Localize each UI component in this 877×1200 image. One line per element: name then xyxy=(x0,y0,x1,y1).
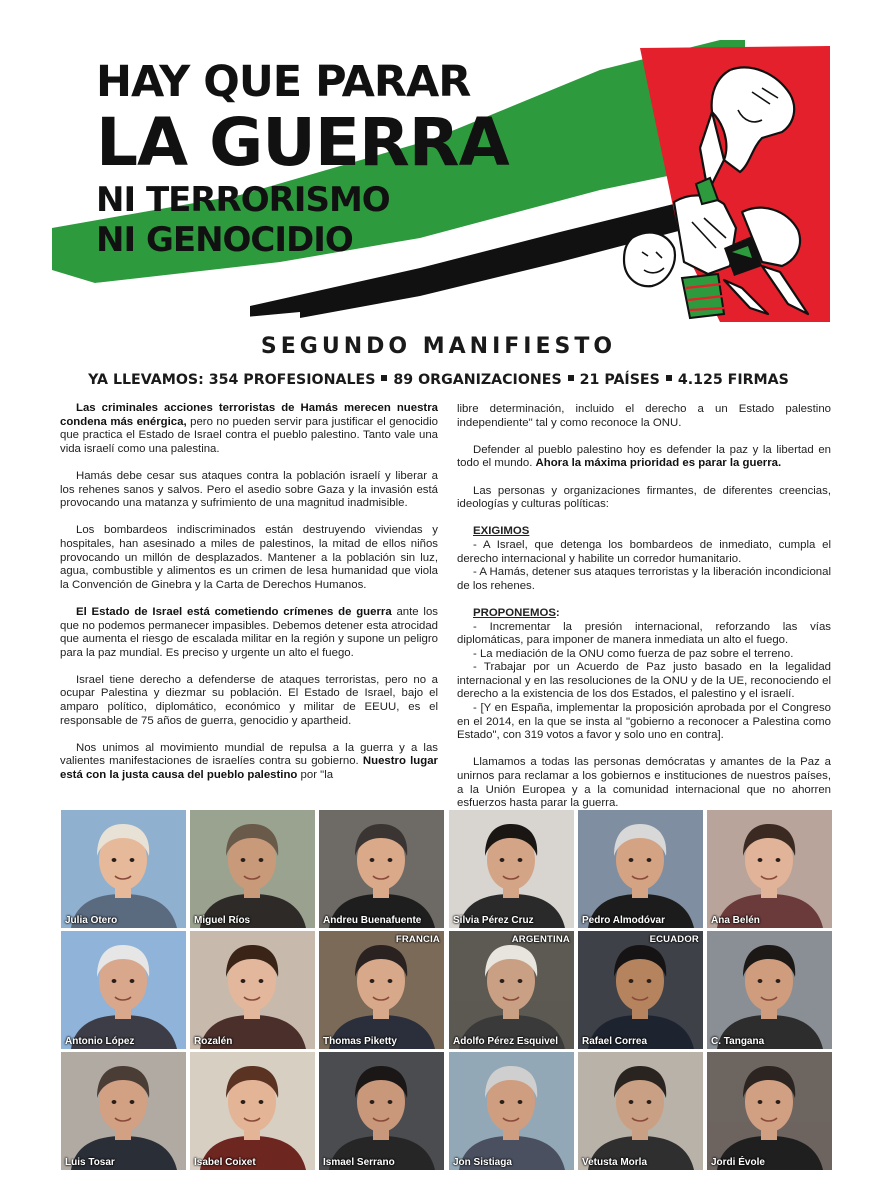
list-item: - Trabajar por un Acuerdo de Paz justo basado en la legalidad internacional y en las resoluciones de la ONU y de la UE, reconociendo el derecho a la existencia de los dos Estados, el palestino y el israelí. xyxy=(457,661,831,701)
portrait-illustration xyxy=(190,1052,315,1170)
signatory-photo xyxy=(319,931,444,1049)
banner xyxy=(0,0,877,330)
paragraph: Los bombardeos indiscriminados están destruyendo viviendas y hospitales, han asesinado a miles de palestinos, la mitad de ellos niños provocando un millón de desplazados. Mantener a la población sin luz, agua, combustible y alimentos es un crimen de lesa humanidad que viola la Convención de Ginebra y la Carta de Derechos Humanos. xyxy=(60,524,438,591)
signatory-name: Jordi Évole xyxy=(711,1157,765,1168)
signatory-photo xyxy=(190,931,315,1049)
proponemos-heading-text: PROPONEMOS xyxy=(473,606,556,619)
signatory-photo xyxy=(190,1052,315,1170)
signatory-country: ECUADOR xyxy=(649,934,699,945)
signatory-name: Ana Belén xyxy=(711,915,760,926)
paragraph-text: Defender al pueblo palestino hoy es defender la paz y la libertad en todo el mundo. xyxy=(457,443,831,470)
portrait-illustration xyxy=(449,931,574,1049)
square-bullet-icon xyxy=(568,375,574,381)
signatory-photo xyxy=(578,1052,703,1170)
bold-text: Nuestro lugar está con la justa causa del pueblo palestino xyxy=(60,755,438,782)
signatory-name: Thomas Piketty xyxy=(323,1036,397,1047)
portrait-illustration xyxy=(61,931,186,1049)
bold-text: Las criminales acciones terroristas de Hamás merecen nuestra condena más enérgica, xyxy=(60,402,438,428)
portrait-illustration xyxy=(707,810,832,928)
signatory-photo xyxy=(578,931,703,1049)
stats-organizations: 89 ORGANIZACIONES xyxy=(393,372,562,388)
signatory-photo xyxy=(190,810,315,928)
paragraph-text: ante los que no podemos permanecer impasibles. Debemos detener esta atrocidad que aumenta el riesgo de escalada militar en la región y supone un peligro para la paz mundial. Es preciso y urgente un alto el fuego. xyxy=(60,605,438,659)
paragraph: Hamás debe cesar sus ataques contra la población israelí y liberar a los rehenes sanos y salvos. Pero el asedio sobre Gaza y la invasión está provocando una matanza y sufrimiento de una magnitud inadmisible. xyxy=(60,469,438,510)
bold-text: Ahora la máxima prioridad es parar la guerra. xyxy=(535,457,782,470)
stats-countries: 21 PAÍSES xyxy=(579,372,660,388)
signatory-photo xyxy=(61,1052,186,1170)
signatory-name: Pedro Almodóvar xyxy=(582,915,665,926)
stats-professionals: YA LLEVAMOS: 354 PROFESIONALES xyxy=(88,372,376,388)
paragraph: libre determinación, incluido el derecho a un Estado palestino independiente" tal y como reconoce la ONU. xyxy=(457,403,831,429)
portrait-illustration xyxy=(319,931,444,1049)
stats-signatures: 4.125 FIRMAS xyxy=(677,372,789,388)
signatory-name: Rafael Correa xyxy=(582,1036,648,1047)
signatory-name: Andreu Buenafuente xyxy=(323,915,422,926)
signatory-name: Adolfo Pérez Esquivel xyxy=(453,1036,559,1047)
signatory-photo xyxy=(449,810,574,928)
square-bullet-icon xyxy=(381,375,387,381)
paragraph-text: pero no pueden servir para justificar el genocidio que practica el Estado de Israel contra el pueblo palestino. Tanto vale una vida israelí como una palestina. xyxy=(60,415,439,455)
signatory-name: Rozalén xyxy=(194,1036,233,1047)
portrait-illustration xyxy=(61,810,186,928)
portrait-illustration xyxy=(449,810,574,928)
signatory-name: Miguel Ríos xyxy=(194,915,251,926)
headline-line3: NI TERRORISMO xyxy=(96,180,390,220)
headline-line4: NI GENOCIDIO xyxy=(96,220,353,260)
signatory-name: Julia Otero xyxy=(65,915,118,926)
paragraph xyxy=(60,606,438,660)
manifesto-title: SEGUNDO MANIFIESTO xyxy=(260,334,617,359)
list-item: - A Hamás, detener sus ataques terroristas y la liberación incondicional de los rehenes. xyxy=(457,566,831,592)
exigimos-section xyxy=(457,525,831,593)
signature-stats xyxy=(0,372,877,388)
portrait-illustration xyxy=(707,1052,832,1170)
signatory-name: Jon Sistiaga xyxy=(453,1157,512,1168)
signatory-photo xyxy=(707,1052,832,1170)
portrait-illustration xyxy=(319,1052,444,1170)
manifesto-left-column xyxy=(60,402,438,796)
square-bullet-icon xyxy=(666,375,672,381)
manifesto-right-column xyxy=(457,403,831,824)
paragraph-text: Nos unimos al movimiento mundial de repulsa a la guerra y a las valientes manifestaciones de israelíes contra su gobierno. xyxy=(60,741,438,768)
proponemos-heading xyxy=(457,607,831,621)
portrait-illustration xyxy=(578,810,703,928)
proponemos-colon: : xyxy=(555,606,560,619)
signatory-country: ARGENTINA xyxy=(511,934,570,945)
paragraph xyxy=(60,402,438,456)
signatory-photo xyxy=(319,1052,444,1170)
signatory-name: Luis Tosar xyxy=(65,1157,115,1168)
signatory-name: C. Tangana xyxy=(711,1036,765,1047)
list-item: - Incrementar la presión internacional, reforzando las vías diplomáticas, para imponer de manera inmediata un alto el fuego. xyxy=(457,620,831,647)
portrait-illustration xyxy=(190,810,315,928)
signatory-photo xyxy=(319,810,444,928)
portrait-illustration xyxy=(578,931,703,1049)
paragraph: Las personas y organizaciones firmantes, de diferentes creencias, ideologías y culturas políticas: xyxy=(457,484,831,511)
portrait-illustration xyxy=(319,810,444,928)
exigimos-heading: EXIGIMOS xyxy=(473,525,530,538)
signatory-name: Ismael Serrano xyxy=(323,1157,395,1168)
portrait-illustration xyxy=(578,1052,703,1170)
signatory-name: Vetusta Morla xyxy=(582,1157,648,1168)
headline-line1: HAY QUE PARAR xyxy=(96,57,471,107)
headline-line2: LA GUERRA xyxy=(96,104,509,181)
signatory-photo xyxy=(707,810,832,928)
list-item: - La mediación de la ONU como fuerza de paz sobre el terreno. xyxy=(473,647,794,660)
signatory-name: Silvia Pérez Cruz xyxy=(453,915,534,926)
signatory-photo xyxy=(449,1052,574,1170)
signatory-photo xyxy=(61,810,186,928)
paragraph xyxy=(60,742,438,783)
proponemos-section xyxy=(457,607,831,743)
signatory-country: FRANCIA xyxy=(395,934,440,945)
list-item: - [Y en España, implementar la proposición aprobada por el Congreso en el 2014, en la que se insta al "gobierno a reconocer a Palestina como Estado", con 319 votos a favor y solo uno en contra]. xyxy=(457,702,831,742)
signatory-photo xyxy=(578,810,703,928)
signatories-photo-grid xyxy=(61,810,831,1168)
portrait-illustration xyxy=(449,1052,574,1170)
paragraph-text: por "la xyxy=(297,769,334,782)
paragraph: Israel tiene derecho a defenderse de ataques terroristas, pero no a ocupar Palestina y diezmar su población. El Estado de Israel, bajo el amparo político, diplomático, económico y militar de EEUU, es el responsable de 75 años de guerra, genocidio y apartheid. xyxy=(60,673,438,727)
portrait-illustration xyxy=(190,931,315,1049)
headline xyxy=(96,58,509,260)
signatory-photo xyxy=(449,931,574,1049)
signatory-name: Antonio López xyxy=(65,1036,135,1047)
portrait-illustration xyxy=(61,1052,186,1170)
list-item: - A Israel, que detenga los bombardeos de inmediato, cumpla el derecho internacional y habilite un corredor humanitario. xyxy=(457,538,831,565)
portrait-illustration xyxy=(707,931,832,1049)
paragraph xyxy=(457,444,831,471)
guernica-illustration xyxy=(612,52,812,324)
signatory-name: Isabel Coixet xyxy=(194,1157,256,1168)
signatory-photo xyxy=(707,931,832,1049)
signatory-photo xyxy=(61,931,186,1049)
paragraph: Llamamos a todas las personas demócratas y amantes de la Paz a unirnos para reclamar a los gobiernos e instituciones de nuestros países, a la Unión Europea y a la comunidad internacional que no ahorren esfuerzos hasta parar la guerra. xyxy=(457,756,831,810)
bold-text: El Estado de Israel está cometiendo crímenes de guerra xyxy=(76,605,392,618)
